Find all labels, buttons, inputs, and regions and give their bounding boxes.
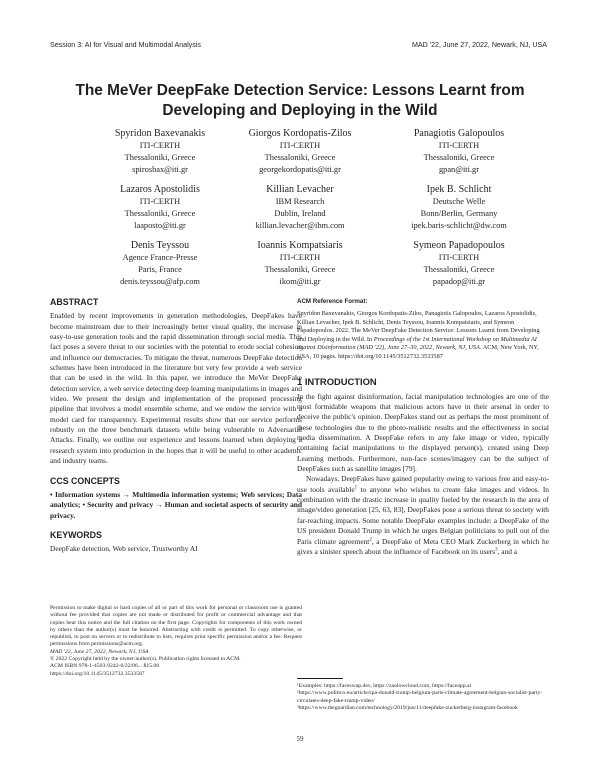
author-block <box>374 127 544 177</box>
author-name: Killian Levacher <box>266 184 334 195</box>
footnote-rule <box>297 678 343 679</box>
author-affiliation: IBM Research <box>275 197 325 206</box>
author-email: denis.teyssou@afp.com <box>120 277 200 287</box>
author-email: gpan@iti.gr <box>438 165 480 175</box>
acm-ref-proceedings: Proceedings of the 1st International Workshop on Multimedia AI against Disinformation (MAD '22), June 27–30, 2022, Newark, NJ, USA. <box>297 335 537 352</box>
acm-ref-authors: Spyridon Baxevanakis, Giorgos Kordopatis-Zilos, Panagiotis Galopoulos, Lazaros Apostolidis, Killian Levacher, Ipek B. Schlicht, Denis Teyssou, Ioannis Kompatsiaris, and Symeon Papadopoulos. 2022. The MeVer DeepFake Detection Service: Lessons Learnt from Developing and Deploying in the Wild. In <box>297 310 540 343</box>
author-email: ipek.baris-schlicht@dw.com <box>411 221 507 231</box>
author-email: ikom@iti.gr <box>279 277 321 287</box>
permission-isbn: ACM ISBN 978-1-4503-9242-6/22/06... $15.00 <box>50 663 160 670</box>
author-location: Thessaloniki, Greece <box>124 209 196 219</box>
author-affiliation: ITI-CERTH <box>139 141 181 150</box>
intro-text-c: , a DeepFake of Meta CEO Mark Zuckerberg in which he gives a sinister speech about the influence of Facebook on its users <box>297 536 549 556</box>
author-location: Dublin, Ireland <box>274 209 326 219</box>
footnote-2: ²https://www.politico.eu/article/spa-donald-trump-belgium-paris-climate-agreement-belgian-socialist-party-circulates-deep-fake-trump-video/ <box>297 690 543 704</box>
keywords-heading: KEYWORDS <box>50 529 102 540</box>
abstract-heading: ABSTRACT <box>50 297 99 307</box>
paper-title <box>40 81 560 121</box>
author-block <box>374 183 544 233</box>
permission-copyright: © 2022 Copyright held by the owner/author(s). Publication rights licensed to ACM. <box>50 656 241 663</box>
author-affiliation: Agence France-Presse <box>122 253 198 262</box>
author-name: Ioannis Kompatsiaris <box>257 240 343 251</box>
author-affiliation: ITI-CERTH <box>279 141 321 150</box>
author-name: Ipek B. Schlicht <box>426 184 492 195</box>
author-location: Paris, France <box>138 265 182 275</box>
footnote-1: ¹Examples: https://faceswap.dev, https://zaolowcloud.com, https://faceapp.ai <box>297 683 472 689</box>
paper-title-line-1: The MeVer DeepFake Detection Service: Lessons Learnt from <box>75 82 525 99</box>
page-number: 59 <box>296 735 304 743</box>
author-block <box>215 239 385 289</box>
permission-block <box>50 605 302 678</box>
ccs-text: • Information systems → Multimedia information systems; Web services; Data analytics; • Security and privacy → Human and societal aspects of security and privacy. <box>50 489 302 520</box>
footnote-ref-1: 1 <box>354 485 358 491</box>
running-header-session: Session 3: AI for Visual and Multimodal Analysis <box>50 41 201 49</box>
intro-text-a: Nowadays, DeepFakes have gained popularity owing to various free and easy-to-use tools available <box>297 474 549 494</box>
introduction-heading: 1 INTRODUCTION <box>297 376 377 388</box>
intro-text-b: to anyone who wishes to create fake images and videos. In combination with the drastic increase in quality fueled by the research in the area of image/video generation [25, 63, 83], DeepFakes pose a serious threat to society with far-reaching impacts. Some notable DeepFake examples include: a DeepFake of the US president Donald Trump in which he urges Belgian politicians to pull out of the Paris climate agreement <box>297 484 549 546</box>
keywords-text: DeepFake detection, Web service, Trustworthy AI <box>50 544 198 554</box>
permission-venue: MAD '22, June 27, 2022, Newark, NJ, USA <box>50 648 149 655</box>
footnote-ref-3: 3 <box>495 547 498 553</box>
author-block <box>215 127 385 177</box>
permission-doi: https://doi.org/10.1145/3512732.3533587 <box>50 670 145 677</box>
author-location: Bonn/Berlin, Germany <box>420 209 498 219</box>
author-email: papadop@iti.gr <box>432 277 486 287</box>
author-name: Panagiotis Galopoulos <box>413 128 505 139</box>
author-affiliation: ITI-CERTH <box>438 253 480 262</box>
author-email: killian.levacher@ibm.com <box>255 221 345 231</box>
author-block <box>374 239 544 289</box>
footnote-ref-2: 2 <box>369 537 372 543</box>
footnotes <box>297 683 549 712</box>
running-header-venue: MAD '22, June 27, 2022, Newark, NJ, USA <box>411 41 547 49</box>
author-affiliation: Deutsche Welle <box>432 197 486 206</box>
paper-title-line-2: Developing and Deploying in the Wild <box>162 102 438 119</box>
acm-ref-tail: ACM, New York, NY, USA, 10 pages. https://doi.org/10.1145/3512732.3533587 <box>297 344 539 360</box>
author-affiliation: ITI-CERTH <box>438 141 480 150</box>
permission-notice: Permission to make digital or hard copies of all or part of this work for personal or classroom use is granted without fee provided that copies are not made or distributed for profit or commercial advantage and that copies bear this notice and the full citation on the first page. Copyrights for components of this work owned by others than the author(s) must be honored. Abstracting with credit is permitted. To copy otherwise, or republish, to post on servers or to redistribute to lists, requires prior specific permission and/or a fee. Request permissions from permissions@acm.org. <box>50 605 302 648</box>
author-email: laaposto@iti.gr <box>134 221 186 231</box>
left-column <box>50 297 302 555</box>
author-location: Thessaloniki, Greece <box>264 153 336 163</box>
ccs-heading: CCS CONCEPTS <box>50 475 120 486</box>
right-column <box>297 297 549 557</box>
footnote-3: ³https://www.theguardian.com/technology/2019/jun/11/deepfake-zuckerberg-instagram-facebook <box>297 704 518 711</box>
author-name: Giorgos Kordopatis-Zilos <box>248 128 352 139</box>
author-email: georgekordopatis@iti.gr <box>259 165 341 175</box>
author-email: spirosbax@iti.gr <box>132 165 188 175</box>
author-name: Lazaros Apostolidis <box>120 184 200 195</box>
author-name: Spyridon Baxevanakis <box>114 128 206 139</box>
author-location: Thessaloniki, Greece <box>423 153 495 163</box>
author-location: Thessaloniki, Greece <box>264 265 336 275</box>
acm-ref-heading: ACM Reference Format: <box>297 298 368 305</box>
introduction-paragraph-1: In the fight against disinformation, facial manipulation technologies are one of the most formidable weapons that malicious actors have in their arsenal in order to deceive the public's opinion. DeepFakes stand out as perhaps the most prominent of these technologies due to the photo-realistic results and the effectiveness in social media dissemination. A DeepFake refers to any fake image or video, typically containing facial manipulations to the displayed person(s), created using Deep Learning methods. Furthermore, non-face scenes/imagery can be the subject of DeepFakes such as satellite images [79]. <box>297 391 549 474</box>
author-location: Thessaloniki, Greece <box>423 265 495 275</box>
author-name: Denis Teyssou <box>130 240 190 251</box>
abstract-text: Enabled by recent improvements in generation methodologies, DeepFakes have become mainstream due to their increasingly better visual quality, the increase in easy-to-use generation tools and the rapid dissemination through social media. This fact poses a severe threat to our societies with the potential to erode social cohesion and influence our democracies. To mitigate the threat, numerous DeepFake detection schemes have been introduced in the literature but very few provide a web service that can be used in the wild. In this paper, we introduce the MeVer DeepFake detection service, a web service detecting deep learning manipulations in images and video. We present the design and implementation of the proposed processing pipeline that involves a model ensemble scheme, and we endow the service with a model card for transparency. Experimental results show that our service performs robustly on the three benchmark datasets while being vulnerable to Adversarial Attacks. Finally, we outline our experience and lessons learned when deploying a research system into production in the hopes that it will be useful to other academic and industry teams. <box>50 311 302 466</box>
acm-ref-text <box>297 310 549 361</box>
author-affiliation: ITI-CERTH <box>279 253 321 262</box>
author-location: Thessaloniki, Greece <box>124 153 196 163</box>
intro-text-d: , and a <box>497 546 518 556</box>
author-name: Symeon Papadopoulos <box>413 240 505 251</box>
introduction-paragraph-2 <box>297 474 549 557</box>
author-block <box>215 183 385 233</box>
author-affiliation: ITI-CERTH <box>139 197 181 206</box>
